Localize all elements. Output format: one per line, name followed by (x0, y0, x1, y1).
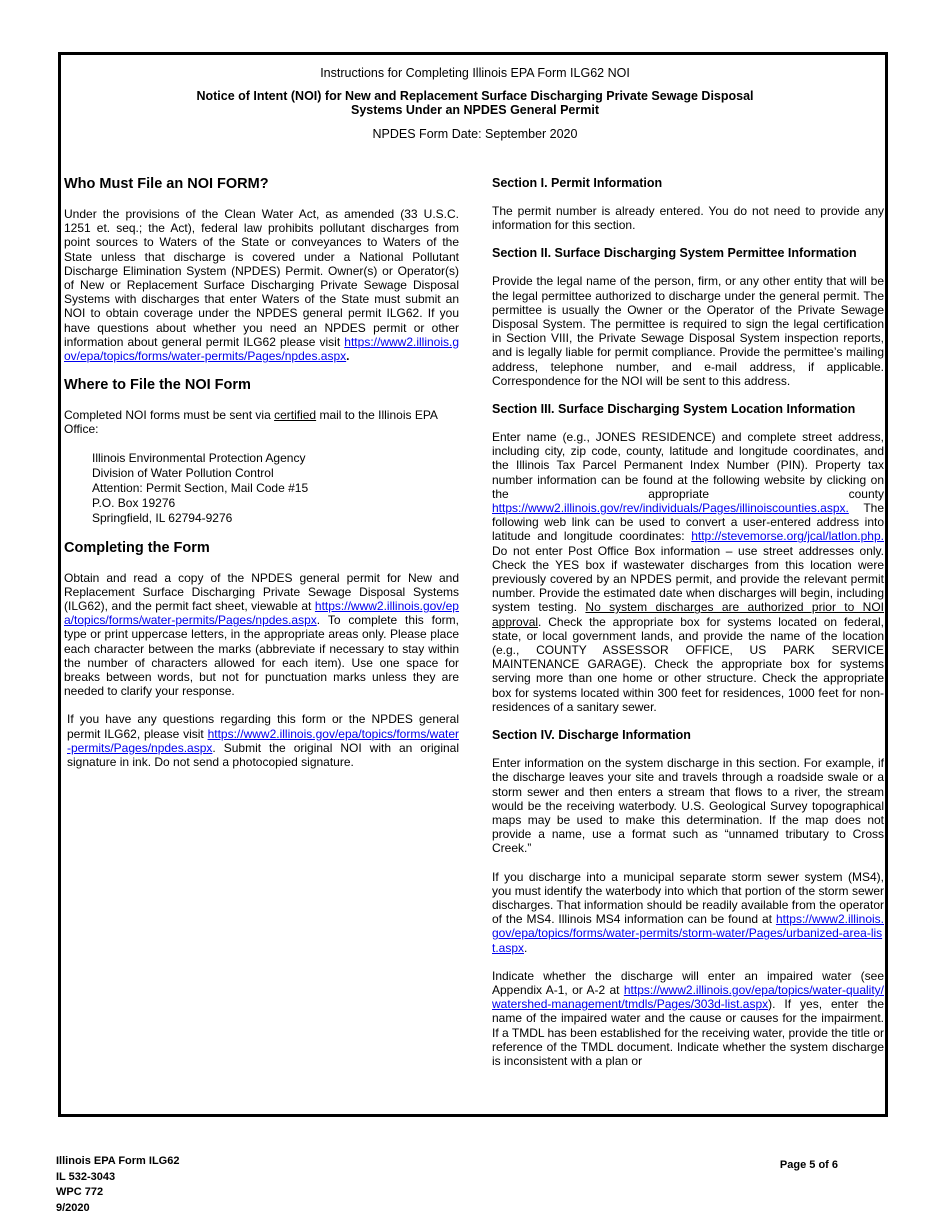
npdes-link-2[interactable]: https://www2.illinois.gov/epa/topics/forms/water-permits/Pages/npdes.aspx (64, 599, 459, 628)
form-main-title-line2: Systems Under an NPDES General Permit (350, 103, 599, 117)
where-paragraph (64, 408, 459, 436)
who-after: . (346, 349, 350, 364)
address-line: Illinois Environmental Protection Agency (92, 450, 306, 465)
address-line: Attention: Permit Section, Mail Code #15 (92, 480, 309, 495)
section4-p3-text2: ). If yes, enter the name of the impaired water and the cause or causes for the impairment. If a TMDL has been established for the receiving water, provide the title or reference of the TMDL document. Indicate whether the system discharge is inconsistent with a plan or (492, 997, 884, 1068)
form-date: NPDES Form Date: September 2020 (372, 127, 578, 141)
where-text2: mail to the Illinois EPA Office: (64, 408, 438, 437)
npdes-link-1[interactable]: https://www2.illinois.gov/epa/topics/forms/water-permits/Pages/npdes.aspx (64, 334, 460, 364)
section1-heading: Section I. Permit Information (492, 176, 663, 190)
section3-approval: approval (492, 614, 539, 629)
footer-line: Illinois EPA Form ILG62 (56, 1155, 180, 1167)
section3-underline1: No system discharges are authorized prior to NOI (585, 600, 884, 615)
section3-text1: Enter name (e.g., JONES RESIDENCE) and complete street address, including city, zip code, county, latitude and longitude coordinates, and the Illinois Tax Parcel Permanent Index Number (PIN). Property tax number information can be found at the following website by clicking on the appropriate county (492, 430, 884, 501)
303d-link[interactable]: https://www2.illinois.gov/epa/topics/water-quality/watershed-management/tmdls/Pages/303d-list.aspx (492, 982, 884, 1012)
section4-p1: Enter information on the system discharge in this section. For example, if the discharge leaves your site and travels through a roadside swale or a storm sewer and then enters a stream that flows to a river, the stream would be the receiving waterbody. U.S. Geological Survey topographical maps may be used to make this determination. If the map does not provide a name, use a format such as “unnamed tributary to Cross Creek.” (492, 756, 884, 856)
section2-text: Provide the legal name of the person, firm, or any other entity that will be the legal permittee authorized to discharge under the general permit. The permittee is usually the Owner or the Operator of the Private Sewage Disposal System. The permittee is required to sign the legal certification in Section VIII, the Private Sewage Disposal System inspection reports, and is legally liable for permit compliance. Provide the permittee’s mailing address, telephone number, and e-mail address, if applicable. Correspondence for the NOI will be sent to this address. (492, 274, 884, 388)
section3-text (492, 430, 884, 714)
section2-heading: Section II. Surface Discharging System Permittee Information (492, 246, 857, 261)
completing-text2: . To complete this form, type or print uppercase letters, in the appropriate areas only. Please place each character between the marks (abbreviate if necessary to stay within the number of characters allowed for each item). Use one space for breaks between words, but not for punctuation marks unless they are needed to clarify your response. (64, 613, 459, 699)
completing-text1: Obtain and read a copy of the NPDES general permit for New and Replacement Surface Discharging Private Sewage Disposal Systems (ILG62), and the permit fact sheet, viewable at (64, 570, 459, 614)
questions-text2: . Submit the original NOI with an original signature in ink. Do not send a photocopied signature. (67, 740, 459, 770)
left-column (64, 176, 459, 783)
section4-p2 (492, 870, 884, 955)
npdes-link-3[interactable]: https://www2.illinois.gov/epa/topics/forms/water-permits/Pages/npdes.aspx (67, 726, 459, 755)
form-id-footer (56, 1154, 179, 1216)
section4-p2-after: . (524, 940, 528, 955)
completing-paragraph (64, 571, 459, 699)
county-link[interactable]: https://www2.illinois.gov/rev/individuals/Pages/illinoiscounties.aspx. (492, 501, 849, 516)
who-text: Under the provisions of the Clean Water Act, as amended (33 U.S.C. 1251 et. seq.; the Act), federal law prohibits pollutant discharges from point sources to Waters of the State or conveyances to Waters of the State unless that discharge is covered under a National Pollutant Discharge Elimination System (NPDES) Permit. Owner(s) or Operator(s) of New or Replacement Surface Discharging Private Sewage Disposal Systems with discharges that enter Waters of the State must submit an NOI to obtain coverage under the NPDES general permit ILG62. If you have questions about whether you need an NPDES permit or other information about general permit ILG62 please visit (64, 207, 459, 349)
section4-p3-text: Indicate whether the discharge will enter an impaired water (see Appendix A-1, or A-2 at (492, 968, 884, 997)
page-number: Page 5 of 6 (779, 1159, 838, 1171)
questions-text1: If you have any questions regarding this form or the NPDES general permit ILG62, please visit (67, 712, 459, 741)
who-paragraph (64, 207, 459, 363)
where-text1: Completed NOI forms must be sent via (64, 408, 275, 423)
section3-heading: Section III. Surface Discharging System Location Information (492, 402, 856, 417)
form-instructions-title: Instructions for Completing Illinois EPA Form ILG62 NOI (320, 66, 630, 80)
footer-line: IL 532-3043 (56, 1170, 116, 1183)
form-main-title (0, 89, 950, 117)
completing-heading: Completing the Form (64, 539, 210, 556)
section1-text: The permit number is already entered. You do not need to provide any information for this section. (492, 204, 884, 233)
section3-text2: The following web link can be used to convert a user-entered address into latitude and longitude coordinates: (492, 501, 884, 544)
address-line: P.O. Box 19276 (92, 495, 176, 510)
where-certified: certified (274, 408, 317, 423)
section4-heading: Section IV. Discharge Information (492, 728, 691, 743)
section4-p2-text: If you discharge into a municipal separate storm sewer system (MS4), you must identify the waterbody into which that portion of the storm sewer discharges. That information should be readily available from the operator of the MS4. Illinois MS4 information can be found at (492, 869, 884, 927)
footer-line: WPC 772 (56, 1186, 104, 1198)
footer-line: 9/2020 (56, 1201, 90, 1214)
mailing-address (92, 451, 459, 526)
ms4-link[interactable]: https://www2.illinois.gov/epa/topics/forms/water-permits/storm-water/Pages/urbanized-area-list.aspx (492, 912, 884, 955)
right-column (492, 176, 884, 1082)
section4-p3 (492, 969, 884, 1068)
section3-text4: . Check the appropriate box for systems located on federal, state, or local government lands, and provide the name of the location (e.g., COUNTY ASSESSOR OFFICE, US PARK SERVICE MAINTENANCE GARAGE). Check the appropriate box for systems serving more than one home or other structure. Check the appropriate box for systems located within 300 feet for residences, 1000 feet for non-residences of a sanitary sewer. (492, 614, 884, 714)
latlon-link[interactable]: http://stevemorse.org/jcal/latlon.php. (691, 529, 884, 544)
questions-paragraph (64, 712, 459, 769)
who-heading: Who Must File an NOI FORM? (64, 176, 269, 192)
where-heading: Where to File the NOI Form (64, 377, 251, 394)
address-line: Division of Water Pollution Control (92, 465, 274, 480)
form-main-title-line1: Notice of Intent (NOI) for New and Replacement Surface Discharging Private Sewage Disposal (196, 89, 754, 103)
address-line: Springfield, IL 62794-9276 (92, 510, 233, 525)
section3-text3: Do not enter Post Office Box information – use street addresses only. Check the YES box if wastewater discharges from this location were previously covered by an NPDES permit, and provide the relevant permit number. Provide the estimated date when discharges will begin, including system testing. (492, 543, 884, 615)
